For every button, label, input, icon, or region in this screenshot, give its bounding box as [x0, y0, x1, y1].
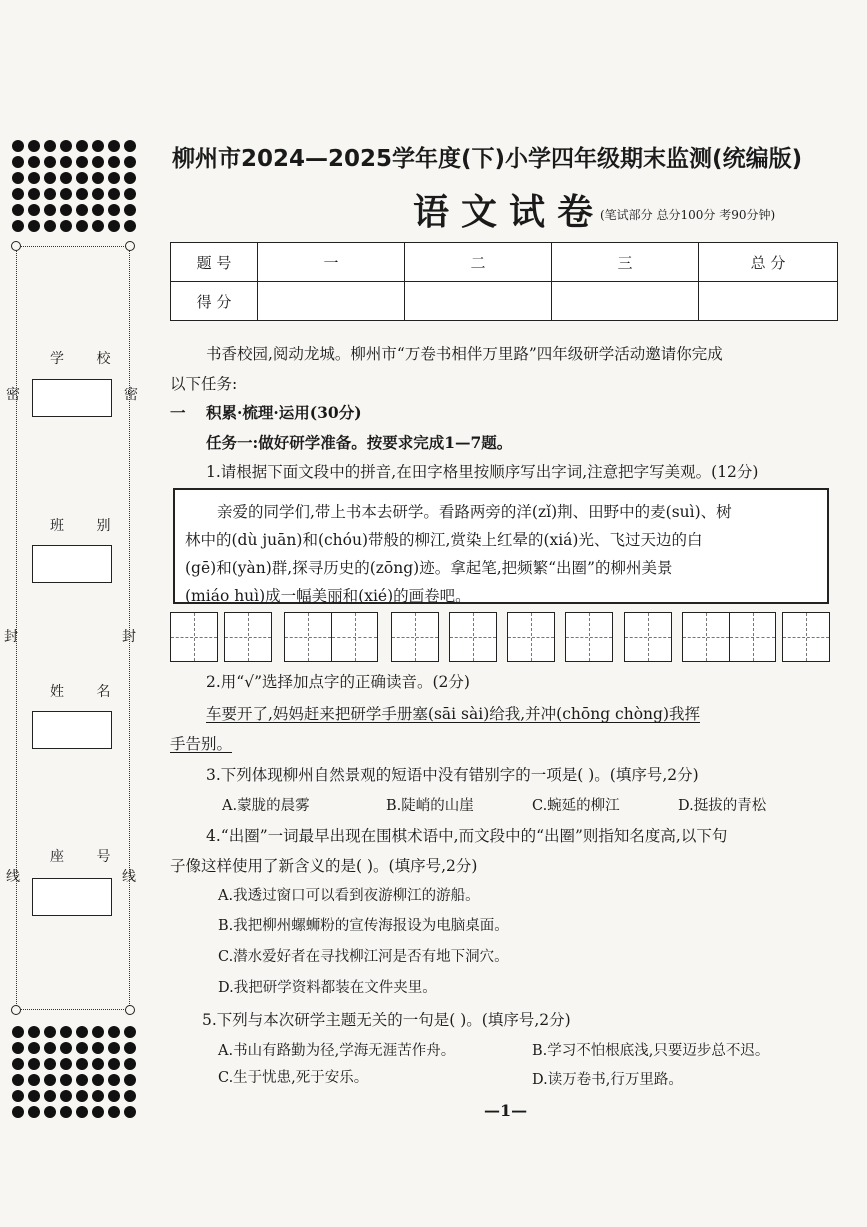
subject-note: (笔试部分 总分100分 考90分钟)	[600, 208, 776, 222]
decorative-dot	[92, 1058, 104, 1070]
decorative-dot	[60, 1042, 72, 1054]
question-5: 5.下列与本次研学主题无关的一句是( )。(填序号,2分)	[202, 1011, 571, 1029]
question-5-option-b[interactable]: B.学习不怕根底浅,只要迈步总不迟。	[532, 1043, 770, 1059]
decorative-dot	[76, 156, 88, 168]
decorative-dot	[12, 1074, 24, 1086]
decorative-dot	[28, 156, 40, 168]
question-2: 2.用“√”选择加点字的正确读音。(2分)	[206, 673, 470, 691]
name-field[interactable]	[32, 711, 112, 749]
decorative-dot	[12, 220, 24, 232]
decorative-dot	[92, 156, 104, 168]
question-3: 3.下列体现柳州自然景观的短语中没有错别字的一项是( )。(填序号,2分)	[206, 766, 699, 784]
decorative-dot	[92, 140, 104, 152]
seal-mark: 密	[6, 387, 20, 403]
decorative-dot	[12, 172, 24, 184]
task-one-heading: 任务一:做好研学准备。按要求完成1—7题。	[206, 433, 513, 452]
answer-grid-7[interactable]	[565, 612, 613, 662]
score-cell[interactable]	[405, 282, 552, 321]
decorative-dot	[60, 1106, 72, 1118]
decorative-dot	[28, 1090, 40, 1102]
answer-grid-10[interactable]	[782, 612, 830, 662]
decorative-dot	[124, 188, 136, 200]
question-2-sentence: 车要开了,妈妈赶来把研学手册塞(sāi sài)给我,并冲(chōng chòng)我挥	[206, 705, 701, 723]
score-header-cell: 二	[405, 243, 552, 282]
decorative-dot	[44, 1058, 56, 1070]
decorative-dot	[44, 140, 56, 152]
name-label: 姓 名	[50, 684, 125, 700]
decorative-dot	[60, 156, 72, 168]
decorative-dot	[92, 1106, 104, 1118]
decorative-dot	[12, 188, 24, 200]
decorative-dot	[60, 220, 72, 232]
question-4-option-c[interactable]: C.潜水爱好者在寻找柳江河是否有地下洞穴。	[218, 949, 509, 965]
score-header-cell: 总 分	[699, 243, 838, 282]
decorative-dot	[124, 220, 136, 232]
decorative-dot	[124, 140, 136, 152]
answer-grid-4[interactable]	[391, 612, 439, 662]
passage-line: 林中的(dù juān)和(chóu)带般的柳江,赏染上红晕的(xiá)光、飞过天边的白	[185, 531, 703, 549]
decorative-dot	[76, 1106, 88, 1118]
decorative-dot	[28, 172, 40, 184]
decorative-dot	[28, 140, 40, 152]
decorative-dot	[44, 1042, 56, 1054]
decorative-dot	[44, 1106, 56, 1118]
decorative-dot	[92, 1042, 104, 1054]
decorative-dot	[28, 1058, 40, 1070]
decorative-dot	[60, 1058, 72, 1070]
answer-grid-5[interactable]	[449, 612, 497, 662]
decorative-dot	[28, 1074, 40, 1086]
intro-line-1: 书香校园,阅动龙城。柳州市“万卷书相伴万里路”四年级研学活动邀请你完成	[206, 345, 723, 363]
seat-field[interactable]	[32, 878, 112, 916]
decorative-dot	[12, 1042, 24, 1054]
score-row-label: 得 分	[171, 282, 258, 321]
decorative-dot	[60, 1090, 72, 1102]
decorative-dot	[108, 204, 120, 216]
section-number: 一	[170, 403, 186, 422]
score-table	[170, 242, 838, 321]
score-cell[interactable]	[699, 282, 838, 321]
decorative-dot	[108, 188, 120, 200]
decorative-dot	[108, 1106, 120, 1118]
decorative-dot	[76, 1074, 88, 1086]
decorative-dot	[12, 1106, 24, 1118]
seal-mark: 线	[6, 869, 20, 885]
class-field[interactable]	[32, 545, 112, 583]
question-5-option-c[interactable]: C.生于忧患,死于安乐。	[218, 1070, 369, 1086]
decorative-dot	[60, 204, 72, 216]
page-number: —1—	[484, 1101, 528, 1120]
decorative-dot	[44, 156, 56, 168]
question-1: 1.请根据下面文段中的拼音,在田字格里按顺序写出字词,注意把字写美观。(12分)	[206, 463, 759, 481]
decorative-dot	[108, 1090, 120, 1102]
decorative-dot	[76, 1026, 88, 1038]
decorative-dot	[12, 1090, 24, 1102]
decorative-dot	[76, 1058, 88, 1070]
score-header-cell: 题 号	[171, 243, 258, 282]
decorative-dot	[28, 1042, 40, 1054]
question-3-option-a[interactable]: A.蒙胧的晨雾	[222, 798, 310, 814]
decorative-dot	[44, 188, 56, 200]
decorative-dot	[124, 1074, 136, 1086]
decorative-dot	[44, 1026, 56, 1038]
decorative-dot	[92, 172, 104, 184]
passage-line: (gē)和(yàn)群,探寻历史的(zōng)迹。拿起笔,把频繁“出圈”的柳州美景	[185, 559, 673, 577]
decorative-dot	[92, 1074, 104, 1086]
decorative-dot	[108, 1058, 120, 1070]
decorative-dot	[108, 172, 120, 184]
question-4: 4.“出圈”一词最早出现在围棋术语中,而文段中的“出圈”则指知名度高,以下句	[206, 827, 728, 845]
decorative-dot	[124, 1090, 136, 1102]
decorative-dot	[44, 1074, 56, 1086]
decorative-dot	[28, 1106, 40, 1118]
decorative-dot	[124, 1058, 136, 1070]
decorative-dot	[92, 1090, 104, 1102]
question-5-option-d[interactable]: D.读万卷书,行万里路。	[532, 1072, 683, 1088]
score-header-cell: 一	[258, 243, 405, 282]
answer-grid-3[interactable]	[284, 612, 378, 662]
decorative-dot	[12, 1058, 24, 1070]
school-field[interactable]	[32, 379, 112, 417]
decorative-dot	[12, 1026, 24, 1038]
decorative-dot	[92, 220, 104, 232]
question-3-option-b[interactable]: B.陡峭的山崖	[386, 798, 474, 814]
decorative-dot	[28, 220, 40, 232]
decorative-dot	[76, 220, 88, 232]
question-1-passage	[173, 488, 829, 604]
question-4-cont: 子像这样使用了新含义的是( )。(填序号,2分)	[170, 857, 478, 875]
question-4-option-b[interactable]: B.我把柳州螺蛳粉的宣传海报设为电脑桌面。	[218, 918, 509, 934]
subject-title: 语文试卷	[413, 191, 606, 233]
binding-ring	[11, 241, 21, 251]
decorative-dot	[76, 1042, 88, 1054]
decorative-dot	[60, 1074, 72, 1086]
seal-mark: 封	[122, 629, 136, 645]
bottom-dot-pattern	[12, 1026, 136, 1118]
decorative-dot	[76, 204, 88, 216]
section-title: 积累·梳理·运用(30分)	[206, 403, 362, 422]
decorative-dot	[124, 156, 136, 168]
question-4-option-a[interactable]: A.我透过窗口可以看到夜游柳江的游船。	[218, 888, 480, 904]
answer-grid-2[interactable]	[224, 612, 272, 662]
question-4-option-d[interactable]: D.我把研学资料都装在文件夹里。	[218, 980, 437, 996]
decorative-dot	[124, 1026, 136, 1038]
class-label: 班 别	[50, 518, 125, 534]
seat-label: 座 号	[50, 849, 125, 865]
seal-mark: 线	[122, 869, 136, 885]
decorative-dot	[108, 140, 120, 152]
answer-grid-8[interactable]	[624, 612, 672, 662]
question-5-option-a[interactable]: A.书山有路勤为径,学海无涯苦作舟。	[218, 1043, 456, 1059]
decorative-dot	[124, 204, 136, 216]
decorative-dot	[12, 204, 24, 216]
decorative-dot	[108, 1042, 120, 1054]
answer-grid-6[interactable]	[507, 612, 555, 662]
top-dot-pattern	[12, 140, 136, 232]
answer-grid-9[interactable]	[682, 612, 776, 662]
decorative-dot	[28, 204, 40, 216]
decorative-dot	[124, 1042, 136, 1054]
decorative-dot	[108, 220, 120, 232]
decorative-dot	[44, 1090, 56, 1102]
decorative-dot	[108, 1026, 120, 1038]
binding-ring	[125, 241, 135, 251]
decorative-dot	[12, 156, 24, 168]
score-header-cell: 三	[552, 243, 699, 282]
decorative-dot	[28, 188, 40, 200]
decorative-dot	[60, 188, 72, 200]
decorative-dot	[124, 1106, 136, 1118]
exam-title: 柳州市2024—2025学年度(下)小学四年级期末监测(统编版)	[172, 146, 803, 172]
seal-mark: 密	[124, 387, 138, 403]
decorative-dot	[28, 1026, 40, 1038]
binding-ring	[11, 1005, 21, 1015]
decorative-dot	[124, 172, 136, 184]
question-3-option-c[interactable]: C.蜿延的柳江	[532, 798, 620, 814]
score-cell[interactable]	[258, 282, 405, 321]
passage-line: (miáo huì)成一幅美丽和(xié)的画卷吧。	[185, 587, 471, 605]
decorative-dot	[76, 172, 88, 184]
question-2-sentence-end: 手告别。	[170, 735, 233, 753]
intro-line-2: 以下任务:	[170, 375, 238, 393]
seal-mark: 封	[4, 629, 18, 645]
school-label: 学 校	[50, 351, 125, 367]
score-cell[interactable]	[552, 282, 699, 321]
decorative-dot	[92, 188, 104, 200]
decorative-dot	[60, 172, 72, 184]
question-3-option-d[interactable]: D.挺拔的青松	[678, 798, 767, 814]
decorative-dot	[12, 140, 24, 152]
decorative-dot	[76, 140, 88, 152]
passage-line: 亲爱的同学们,带上书本去研学。看路两旁的洋(zǐ)荆、田野中的麦(suì)、树	[217, 503, 732, 521]
decorative-dot	[44, 172, 56, 184]
answer-grid-1[interactable]	[170, 612, 218, 662]
decorative-dot	[76, 1090, 88, 1102]
decorative-dot	[60, 140, 72, 152]
decorative-dot	[92, 1026, 104, 1038]
decorative-dot	[44, 220, 56, 232]
decorative-dot	[92, 204, 104, 216]
decorative-dot	[76, 188, 88, 200]
binding-ring	[125, 1005, 135, 1015]
decorative-dot	[108, 156, 120, 168]
decorative-dot	[44, 204, 56, 216]
decorative-dot	[108, 1074, 120, 1086]
decorative-dot	[60, 1026, 72, 1038]
